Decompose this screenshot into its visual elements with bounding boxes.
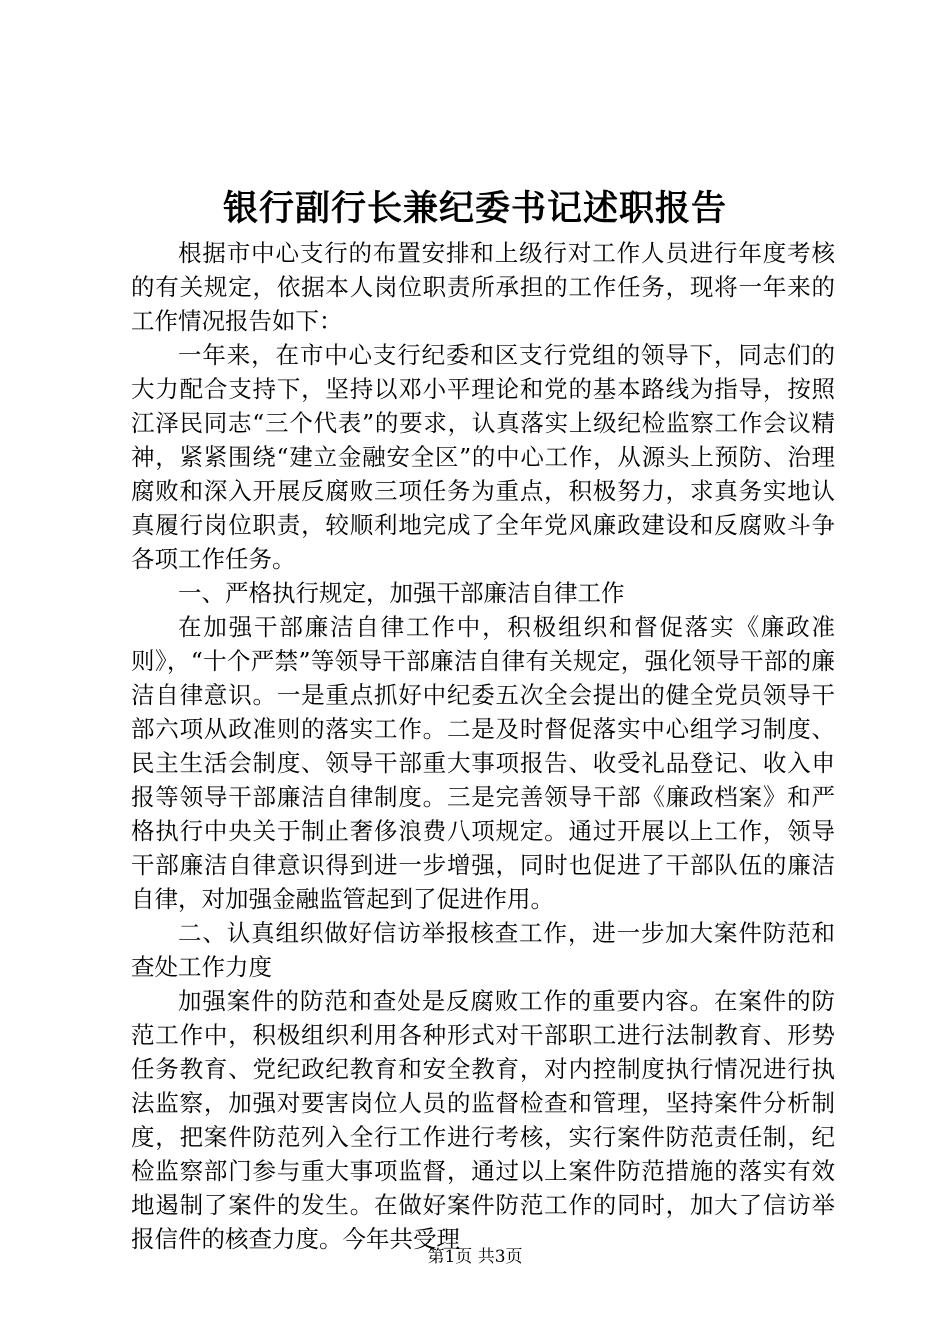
- paragraph-intro: 根据市中心支行的布置安排和上级行对工作人员进行年度考核的有关规定，依据本人岗位职责所承担的工作任务，现将一年来的工作情况报告如下：: [131, 239, 835, 335]
- document-body: [131, 236, 835, 1256]
- section-heading-1: 一、严格执行规定，加强干部廉洁自律工作: [178, 579, 625, 607]
- paragraph-section-2: 加强案件的防范和查处是反腐败工作的重要内容。在案件的防范工作中，积极组织利用各种形式对干部职工进行法制教育、形势任务教育、党纪政纪教育和安全教育，对内控制度执行情况进行执法监察，加强对要害岗位人员的监督检查和管理，坚持案件分析制度，把案件防范列入全行工作进行考核，实行案件防范责任制，纪检监察部门参与重大事项监督，通过以上案件防范措施的落实有效地遏制了案件的发生。在做好案件防范工作的同时，加大了信访举报信件的核查力度。今年共受理: [131, 987, 835, 1253]
- page-number-footer: 第1页 共3页: [427, 1247, 523, 1267]
- paragraph-overview: 一年来，在市中心支行纪委和区支行党组的领导下，同志们的大力配合支持下，坚持以邓小平理论和党的基本路线为指导，按照江泽民同志“三个代表”的要求，认真落实上级纪检监察工作会议精神，紧紧围绕“建立金融安全区”的中心工作，从源头上预防、治理腐败和深入开展反腐败三项任务为重点，积极努力，求真务实地认真履行岗位职责，较顺利地完成了全年党风廉政建设和反腐败斗争各项工作任务。: [131, 341, 835, 573]
- document-title: 银行副行长兼纪委书记述职报告: [222, 188, 727, 229]
- paragraph-section-1: 在加强干部廉洁自律工作中，积极组织和督促落实《廉政准则》，“十个严禁”等领导干部廉洁自律有关规定，强化领导干部的廉洁自律意识。一是重点抓好中纪委五次全会提出的健全党员领导干部六项从政准则的落实工作。二是及时督促落实中心组学习制度、民主生活会制度、领导干部重大事项报告、收受礼品登记、收入申报等领导干部廉洁自律制度。三是完善领导干部《廉政档案》和严格执行中央关于制止奢侈浪费八项规定。通过开展以上工作，领导干部廉洁自律意识得到进一步增强，同时也促进了干部队伍的廉洁自律，对加强金融监管起到了促进作用。: [131, 613, 835, 913]
- section-heading-2: 二、认真组织做好信访举报核查工作，进一步加大案件防范和查处工作力度: [131, 919, 835, 981]
